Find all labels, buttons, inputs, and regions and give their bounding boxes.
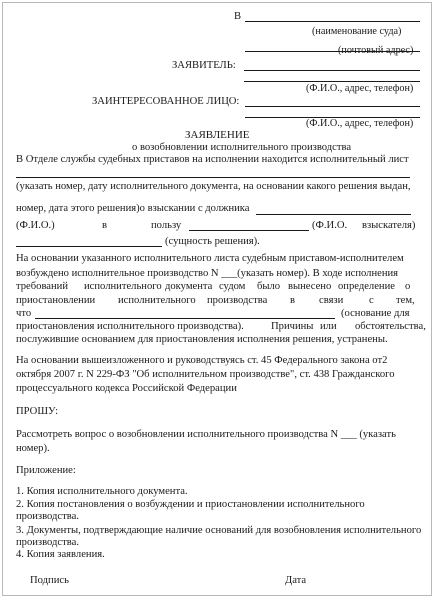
- interested-label: ЗАИНТЕРЕСОВАННОЕ ЛИЦО:: [92, 96, 240, 107]
- para2-line4-a: приостановлении: [16, 295, 96, 306]
- para1-line2: (указать номер, дату исполнительного документа, на основании какого решения выдан,: [16, 181, 411, 192]
- para2-line4-f: с: [369, 295, 374, 306]
- para2-line4-e: связи: [319, 295, 344, 306]
- applicant-line: [244, 70, 420, 71]
- request-label: ПРОШУ:: [16, 406, 59, 417]
- para2-line4-b: исполнительного: [118, 295, 196, 306]
- court-caption: (наименование суда): [312, 26, 402, 37]
- attachment-item-2: 2. Копия постановления о возбуждении и приостановлении исполнительного: [16, 499, 365, 510]
- para1-blank-line: [16, 177, 410, 178]
- para2-line6-b: Причины: [271, 321, 314, 332]
- interested-caption: (Ф.И.О., адрес, телефон): [306, 118, 414, 129]
- para2-line3-e: было: [257, 281, 281, 292]
- postal-caption: (почтовый адрес): [338, 45, 414, 56]
- debtor-line: [256, 214, 411, 215]
- para2-line4-c: производства: [207, 295, 268, 306]
- para2-line3-a: требований: [16, 281, 69, 292]
- para2-line3-h: о: [405, 281, 411, 292]
- document-subtitle: о возобновлении исполнительного производства: [132, 142, 352, 153]
- para2-line5-b: (основание для: [341, 308, 410, 319]
- para2-line6-d: обстоятельства,: [355, 321, 426, 332]
- para2-line6-c: или: [320, 321, 337, 332]
- signature-label: Подпись: [30, 575, 69, 586]
- attachment-item-2-cont: производства.: [16, 511, 79, 522]
- para2-line4-d: в: [290, 295, 296, 306]
- creditor-line: [189, 230, 309, 231]
- attachment-item-4: 4. Копия заявления.: [16, 549, 105, 560]
- para1-line1: В Отделе службы судебных приставов на исполнении находится исполнительный лист: [16, 154, 409, 165]
- para2-line4-g: тем,: [396, 295, 415, 306]
- applicant-label: ЗАЯВИТЕЛЬ:: [172, 60, 236, 71]
- attachment-item-1: 1. Копия исполнительного документа.: [16, 486, 188, 497]
- request-line1: Рассмотреть вопрос о возобновлении исполнительного производства N ___ (указать: [16, 429, 396, 440]
- para3-line3: процессуального кодекса Российской Федерации: [16, 383, 237, 394]
- para2-line6-a: приостановления исполнительного производства).: [16, 321, 244, 332]
- para2-line5-a: что: [16, 308, 32, 319]
- attachment-item-3-cont: производства.: [16, 537, 79, 548]
- essence-line: [16, 246, 162, 247]
- para2-line7: послужившие основанием для приостановления исполнения решения, устранены.: [16, 334, 388, 345]
- para1-line4-vzysk: взыскателя): [362, 220, 416, 231]
- para1-line4-fio: (Ф.И.О.): [16, 220, 55, 231]
- document-title: ЗАЯВЛЕНИЕ: [185, 129, 250, 141]
- para2-line3-d: судом: [219, 281, 246, 292]
- to-prefix: В: [234, 11, 242, 22]
- para3-line2: октября 2007 г. N 229-ФЗ "Об исполнительном производстве", ст. 438 Гражданского: [16, 369, 395, 380]
- court-name-line: [245, 21, 420, 22]
- para1-line5: (сущность решения).: [165, 236, 260, 247]
- interested-line: [245, 106, 420, 107]
- attachment-item-3: 3. Документы, подтверждающие наличие оснований для возобновления исполнительного: [16, 525, 422, 536]
- para2-line3-b: исполнительного: [84, 281, 162, 292]
- applicant-caption: (Ф.И.О., адрес, телефон): [306, 83, 414, 94]
- para2-line3-g: определение: [338, 281, 395, 292]
- para2-line3-c: документа: [165, 281, 213, 292]
- date-label: Дата: [285, 575, 307, 586]
- para2-line1: На основании указанного исполнительного листа судебным приставом-исполнителем: [16, 253, 404, 264]
- reason-line: [35, 318, 335, 319]
- para3-line1: На основании вышеизложенного и руководствуясь ст. 45 Федерального закона от2: [16, 355, 388, 366]
- para2-line2: возбуждено исполнительное производство N ___(указать номер). В ходе исполнения: [16, 268, 399, 279]
- para1-line4-polzu: пользу: [151, 220, 182, 231]
- attachments-label: Приложение:: [16, 465, 76, 476]
- para1-line3: номер, дата этого решения)о взыскании с должника: [16, 203, 250, 214]
- para1-line4-fio2: (Ф.И.О.: [312, 220, 348, 231]
- para2-line3-f: вынесено: [288, 281, 332, 292]
- request-line2: номер).: [16, 443, 50, 454]
- para1-line4-v: в: [102, 220, 108, 231]
